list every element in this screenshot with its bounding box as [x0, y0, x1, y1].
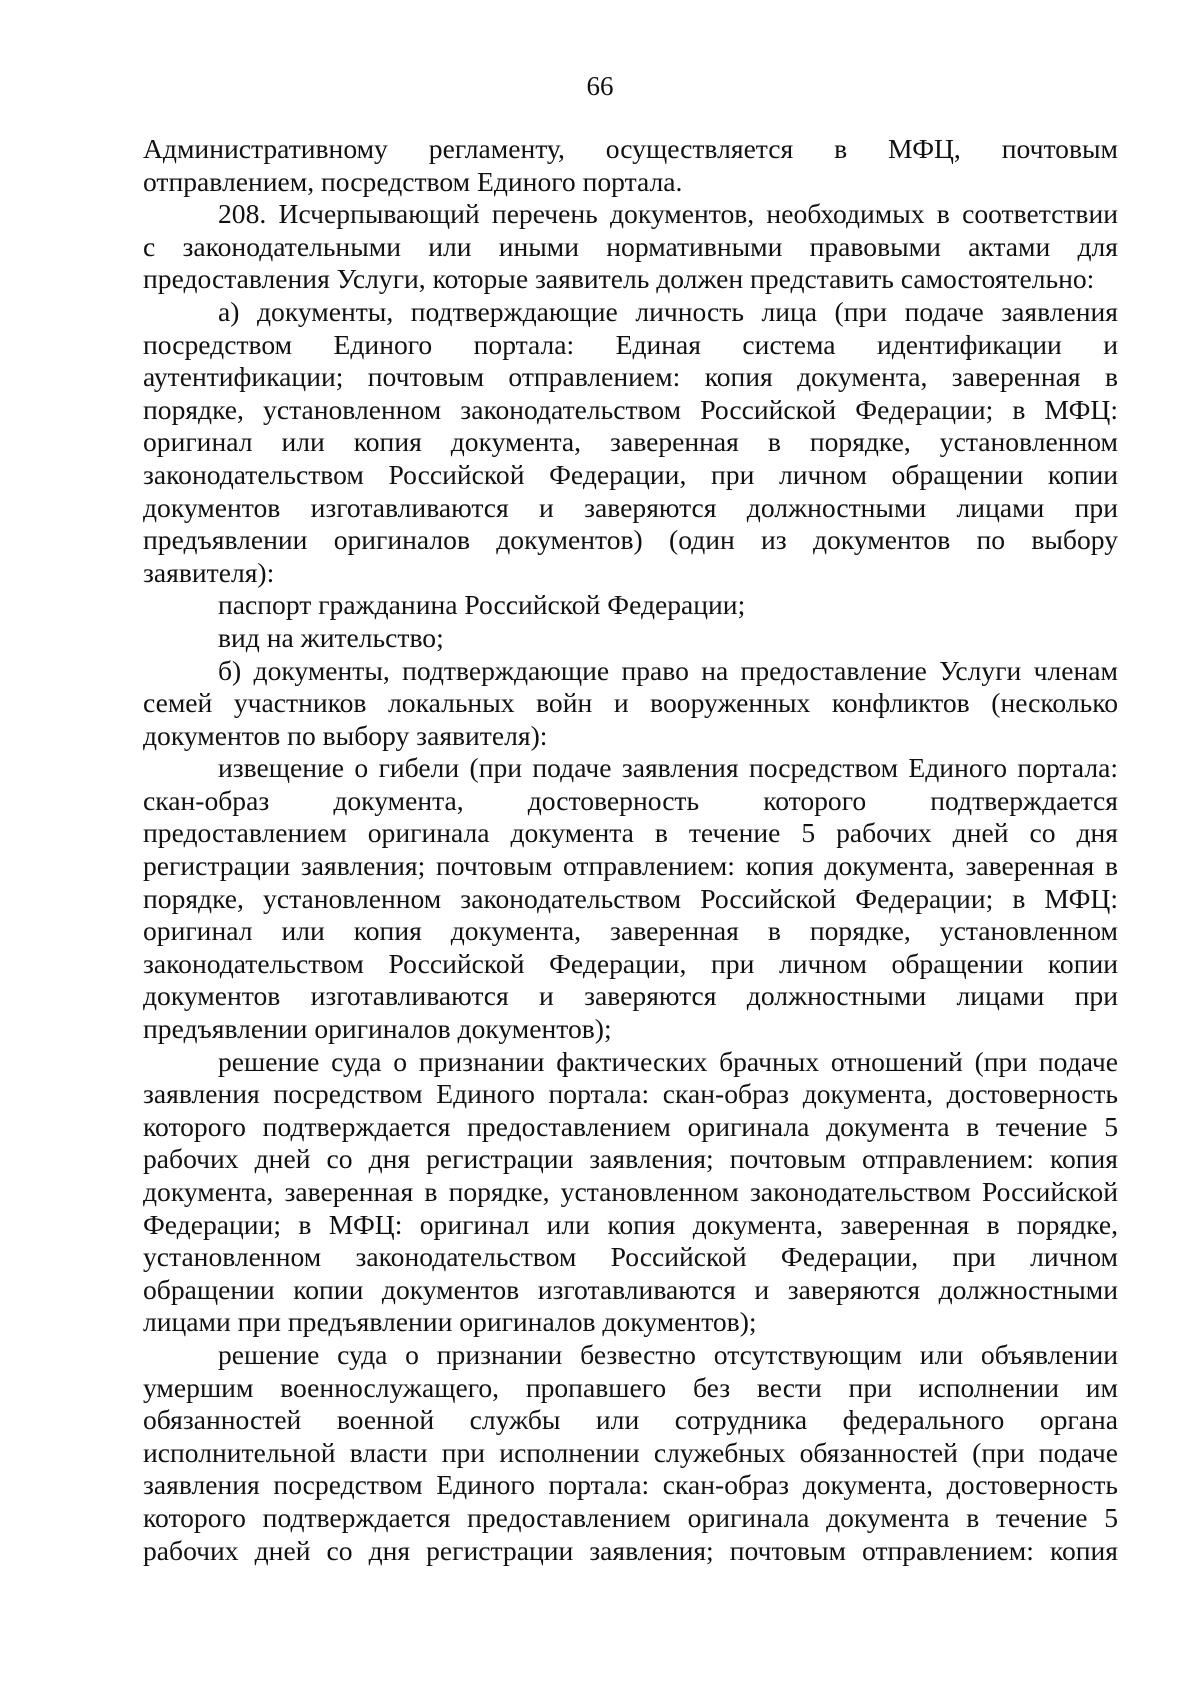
text-line: с законодательными или иными нормативными правовыми актами для: [143, 230, 1118, 262]
text-line: исполнительной власти при исполнении служебных обязанностей (при подаче: [143, 1436, 1118, 1468]
text-line: извещение о гибели (при подаче заявления посредством Единого портала:: [218, 752, 1118, 784]
text-line: рабочих дней со дня регистрации заявления; почтовым отправлением: копия: [143, 1143, 1118, 1175]
text-line: отправлением, посредством Единого портала.: [143, 165, 683, 197]
text-line: заявителя):: [143, 556, 275, 588]
text-line: аутентификации; почтовым отправлением: копия документа, заверенная в: [143, 361, 1118, 393]
text-line: порядке, установленном законодательством Российской Федерации; в МФЦ:: [143, 882, 1118, 914]
text-line: Административному регламенту, осуществляется в МФЦ, почтовым: [143, 133, 1118, 164]
text-line: решение суда о признании фактических брачных отношений (при подаче: [218, 1045, 1118, 1077]
text-line: посредством Единого портала: Единая система идентификации и: [143, 328, 1118, 360]
text-line: заявления посредством Единого портала: скан-образ документа, достоверность: [143, 1469, 1118, 1501]
text-line: которого подтверждается предоставлением оригинала документа в течение 5: [143, 1110, 1118, 1142]
text-line: оригинал или копия документа, заверенная в порядке, установленном: [143, 426, 1118, 458]
page-number: 66: [586, 71, 614, 101]
text-line: предъявлении оригиналов документов);: [143, 1013, 612, 1045]
text-line: обязанностей военной службы или сотрудника федерального органа: [143, 1404, 1118, 1436]
text-line: вид на жительство;: [218, 621, 444, 653]
text-line: законодательством Российской Федерации, при личном обращении копии: [143, 947, 1118, 979]
text-line: умершим военнослужащего, пропавшего без вести при исполнении им: [143, 1371, 1118, 1403]
text-line: паспорт гражданина Российской Федерации;: [218, 589, 746, 621]
text-line: обращении копии документов изготавливаются и заверяются должностными: [143, 1273, 1118, 1305]
text-line: предъявлении оригиналов документов) (один из документов по выбору: [143, 524, 1118, 556]
document-body: [143, 133, 1118, 1567]
text-line: предоставлением оригинала документа в течение 5 рабочих дней со дня: [143, 817, 1118, 849]
text-line: семей участников локальных войн и вооруженных конфликтов (несколько: [143, 687, 1118, 719]
text-line: документов изготавливаются и заверяются должностными лицами при: [143, 980, 1118, 1012]
text-line: лицами при предъявлении оригиналов документов);: [143, 1306, 757, 1338]
text-line: документов по выбору заявителя):: [143, 719, 548, 751]
text-line: порядке, установленном законодательством Российской Федерации; в МФЦ:: [143, 393, 1118, 425]
text-line: оригинал или копия документа, заверенная в порядке, установленном: [143, 915, 1118, 947]
text-line: рабочих дней со дня регистрации заявления; почтовым отправлением: копия: [143, 1534, 1118, 1566]
text-line: предоставления Услуги, которые заявитель должен представить самостоятельно:: [143, 263, 1095, 295]
text-line: а) документы, подтверждающие личность лица (при подаче заявления: [218, 295, 1118, 327]
text-line: законодательством Российской Федерации, при личном обращении копии: [143, 458, 1118, 490]
text-line: 208. Исчерпывающий перечень документов, необходимых в соответствии: [218, 198, 1118, 230]
text-line: документа, заверенная в порядке, установленном законодательством Российской: [143, 1176, 1118, 1207]
text-line: установленном законодательством Российской Федерации, при личном: [143, 1241, 1118, 1273]
text-line: документов изготавливаются и заверяются должностными лицами при: [143, 491, 1118, 523]
text-line: заявления посредством Единого портала: скан-образ документа, достоверность: [143, 1078, 1118, 1110]
text-line: б) документы, подтверждающие право на предоставление Услуги членам: [218, 654, 1118, 686]
text-line: скан-образ документа, достоверность которого подтверждается: [143, 784, 1118, 816]
text-line: регистрации заявления; почтовым отправлением: копия документа, заверенная в: [143, 850, 1118, 882]
text-line: Федерации; в МФЦ: оригинал или копия документа, заверенная в порядке,: [143, 1208, 1118, 1240]
text-line: решение суда о признании безвестно отсутствующим или объявлении: [218, 1338, 1118, 1370]
text-line: которого подтверждается предоставлением оригинала документа в течение 5: [143, 1501, 1118, 1533]
